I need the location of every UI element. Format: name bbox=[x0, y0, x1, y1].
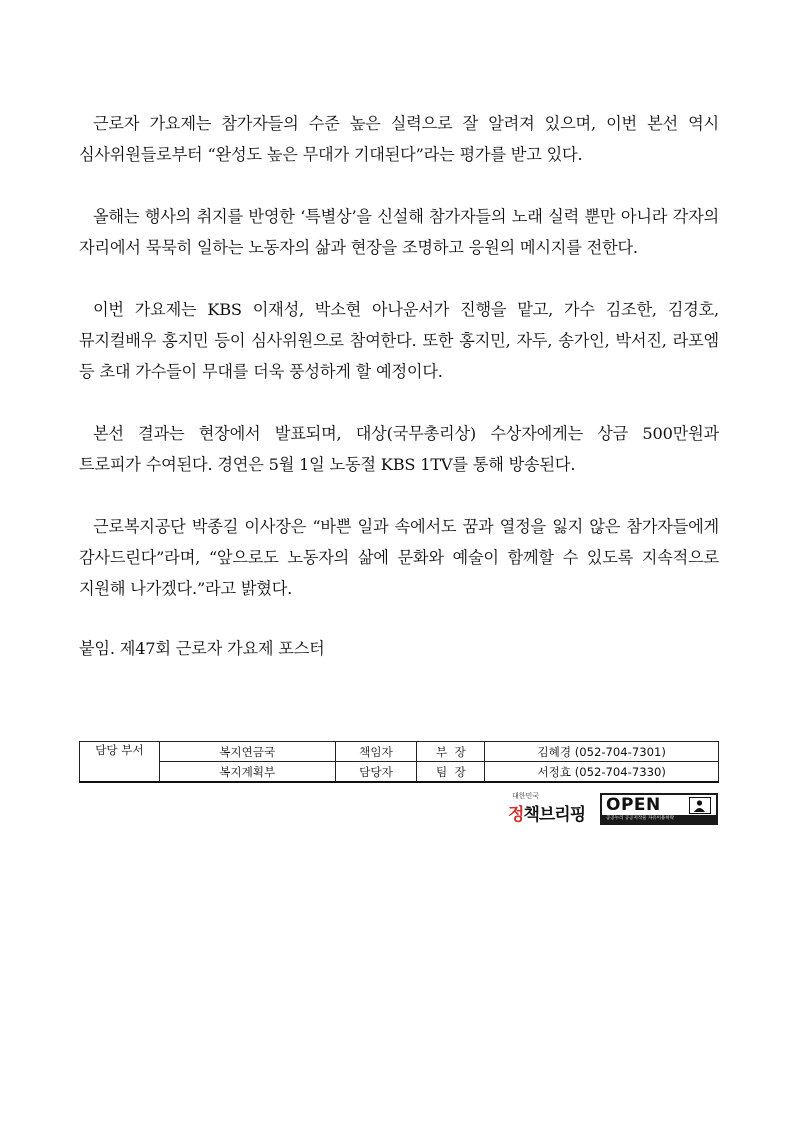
contact-row-1 bbox=[80, 742, 719, 762]
paragraph-3 bbox=[79, 294, 719, 387]
title-cell-1: 부 장 bbox=[417, 742, 485, 762]
contact-row-2 bbox=[80, 762, 719, 783]
open-caption: 공공누리 공공저작물 자유이용허락 bbox=[602, 815, 716, 823]
kogl-open-badge bbox=[600, 793, 718, 825]
paragraph-5-text: 근로복지공단 박종길 이사장은 “바쁜 일과 속에서도 꿈과 열정을 잃지 않은 참가자들에게 감사드린다”라며, “앞으로도 노동자의 삶에 문화와 예술이 함께할 수 있도록 지속적으로 지원해 나가겠다.”라고 밝혔다. bbox=[79, 517, 719, 598]
paragraph-1 bbox=[79, 108, 719, 170]
briefing-logo-title bbox=[508, 800, 585, 825]
briefing-logo-rest: 책브리핑 bbox=[523, 805, 586, 825]
paragraph-2 bbox=[79, 201, 719, 263]
bureau-cell: 복지연금국 bbox=[159, 742, 335, 762]
document-body bbox=[79, 108, 719, 664]
role-cell-1: 책임자 bbox=[335, 742, 417, 762]
footer-logos bbox=[508, 790, 720, 830]
contact-table bbox=[79, 741, 719, 783]
attribution-icon bbox=[689, 797, 711, 814]
paragraph-1-text: 근로자 가요제는 참가자들의 수준 높은 실력으로 잘 알려져 있으며, 이번 본선 역시 심사위원들로부터 “완성도 높은 무대가 기대된다”라는 평가를 받고 있다. bbox=[79, 114, 719, 164]
paragraph-2-text: 올해는 행사의 취지를 반영한 ‘특별상’을 신설해 참가자들의 노래 실력 뿐만 아니라 각자의 자리에서 묵묵히 일하는 노동자의 삶과 현장을 조명하고 응원의 메시지를 전한다. bbox=[79, 207, 719, 257]
person-cell-1: 김혜경 (052-704-7301) bbox=[485, 742, 719, 762]
attachment-note: 붙임. 제47회 근로자 가요제 포스터 bbox=[79, 639, 325, 658]
paragraph-5 bbox=[79, 511, 719, 604]
person-cell-2: 서정효 (052-704-7330) bbox=[485, 762, 719, 783]
division-cell: 복지계획부 bbox=[159, 762, 335, 783]
briefing-logo-caption: 대한민국 bbox=[512, 792, 540, 800]
title-cell-2: 팀 장 bbox=[417, 762, 485, 783]
paragraph-4 bbox=[79, 418, 719, 480]
paragraph-3-text: 이번 가요제는 KBS 이재성, 박소현 아나운서가 진행을 맡고, 가수 김조한, 김경호, 뮤지컬배우 홍지민 등이 심사위원으로 참여한다. 또한 홍지민, 자두, 송가인, 박서진, 라포엠 등 초대 가수들이 무대를 더욱 풍성하게 할 예정이다. bbox=[79, 300, 719, 381]
policy-briefing-logo bbox=[508, 790, 596, 828]
dept-label: 담당 부서 bbox=[80, 742, 160, 783]
open-label: OPEN bbox=[606, 795, 661, 815]
briefing-logo-accent: 정 bbox=[508, 805, 524, 825]
paragraph-4-text: 본선 결과는 현장에서 발표되며, 대상(국무총리상) 수상자에게는 상금 500만원과 트로피가 수여된다. 경연은 5월 1일 노동절 KBS 1TV를 통해 방송된다. bbox=[79, 424, 719, 474]
role-cell-2: 담당자 bbox=[335, 762, 417, 783]
